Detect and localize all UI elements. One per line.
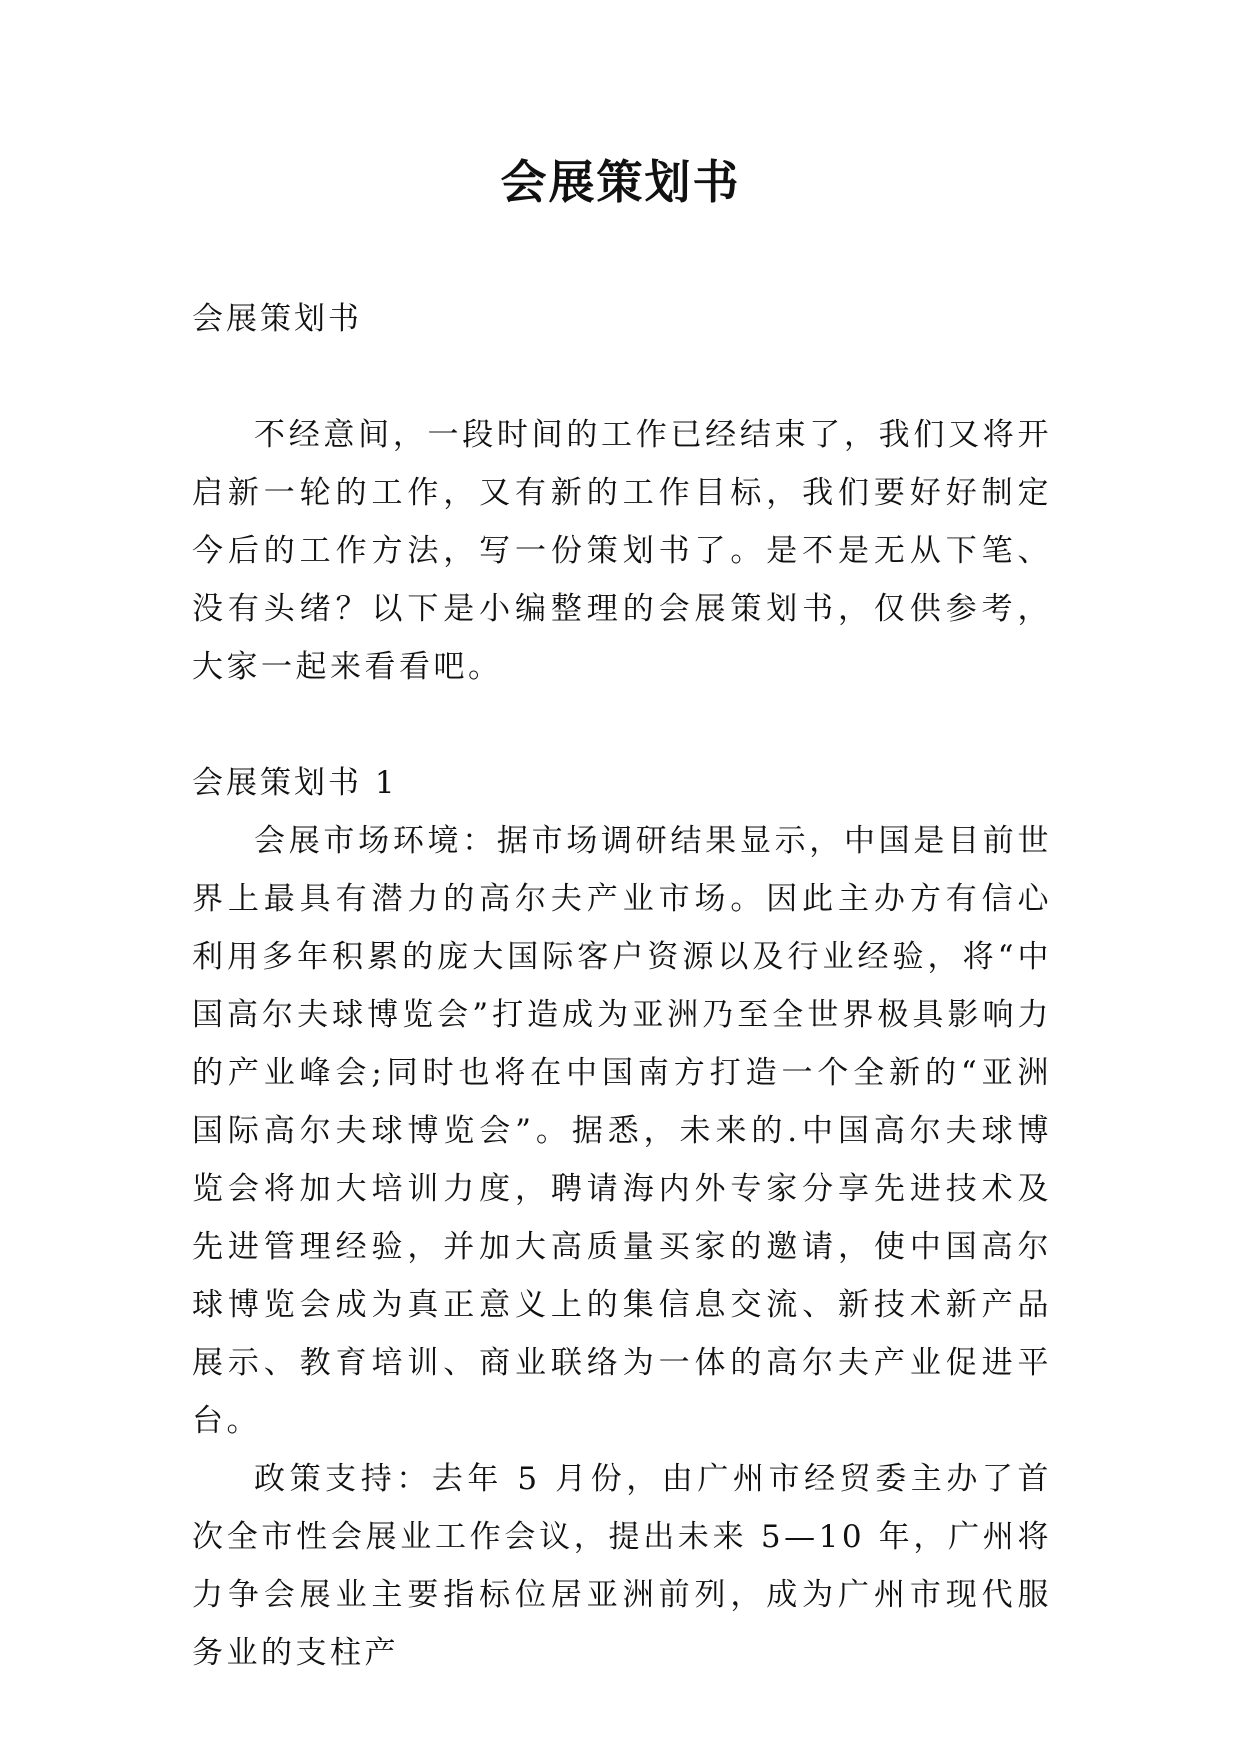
spacer — [192, 348, 1052, 406]
section-paragraph-policy: 政策支持：去年 5 月份，由广州市经贸委主办了首次全市性会展业工作会议，提出未来 5—10 年，广州将力争会展业主要指标位居亚洲前列，成为广州市现代服务业的支柱产 — [192, 1461, 1052, 1671]
document-subtitle: 会展策划书 — [192, 301, 362, 337]
intro-paragraph: 不经意间，一段时间的工作已经结束了，我们又将开启新一轮的工作，又有新的工作目标，我们要好好制定今后的工作方法，写一份策划书了。是不是无从下笔、没有头绪？以下是小编整理的会展策划书，仅供参考，大家一起来看看吧。 — [192, 417, 1052, 685]
spacer — [192, 696, 1052, 754]
document-body — [192, 290, 1052, 1682]
section-heading: 会展策划书 1 — [192, 765, 398, 801]
section-paragraph-market: 会展市场环境：据市场调研结果显示，中国是目前世界上最具有潜力的高尔夫产业市场。因此主办方有信心利用多年积累的庞大国际客户资源以及行业经验，将“中国高尔夫球博览会”打造成为亚洲乃至全世界极具影响力的产业峰会;同时也将在中国南方打造一个全新的“亚洲国际高尔夫球博览会”。据悉，未来的.中国高尔夫球博览会将加大培训力度，聘请海内外专家分享先进技术及先进管理经验，并加大高质量买家的邀请，使中国高尔球博览会成为真正意义上的集信息交流、新技术新产品展示、教育培训、商业联络为一体的高尔夫产业促进平台。 — [192, 823, 1052, 1439]
document-title: 会展策划书 — [500, 155, 741, 209]
